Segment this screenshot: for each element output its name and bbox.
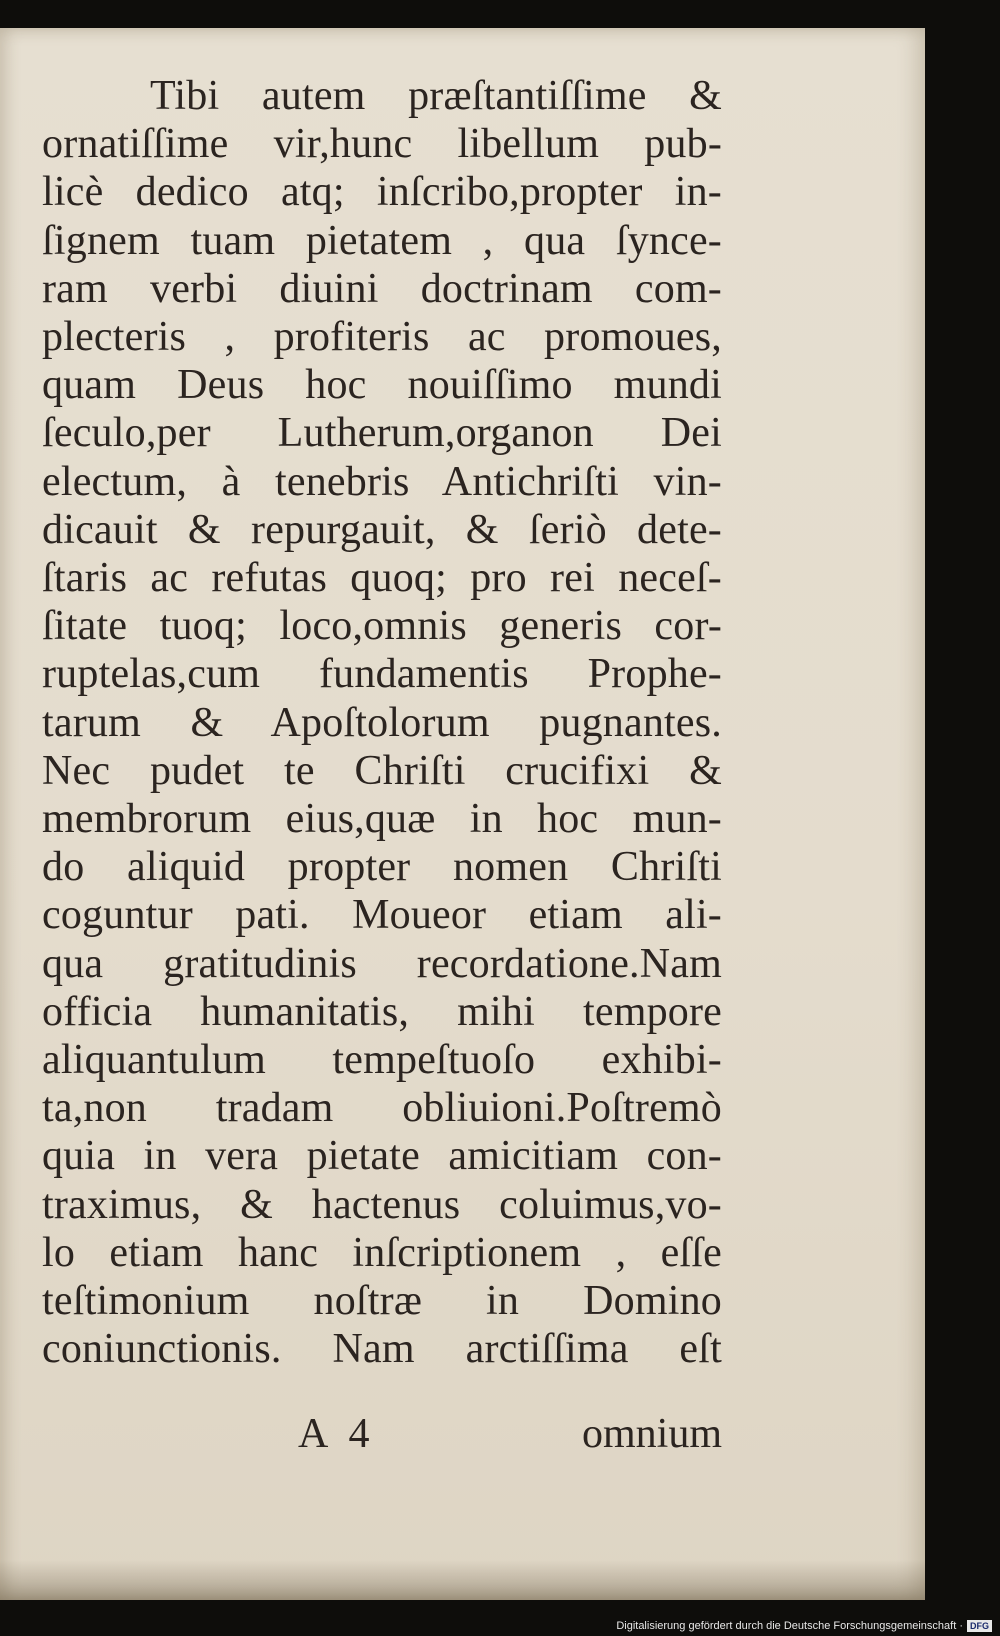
text-line-9: electum, à tenebris Antichriſti vin- [42, 458, 722, 505]
text-line-2: ornatiſſime vir,hunc libellum pub- [42, 121, 722, 168]
text-line-3: licè dedico atq; inſcribo,propter in- [42, 169, 722, 216]
text-line-23: quia in vera pietate amicitiam con- [42, 1133, 722, 1180]
text-line-13: ruptelas,cum fundamentis Prophe- [42, 651, 722, 698]
catchword: omnium [581, 1411, 722, 1457]
text-line-8: ſeculo,per Lutherum,organon Dei [42, 410, 722, 457]
digitization-credit [616, 1620, 992, 1632]
dfg-logo: DFG [967, 1620, 992, 1632]
book-page [0, 28, 925, 1600]
text-line-10: dicauit & repurgauit, & ſeriò dete- [42, 506, 722, 553]
text-line-4: ſignem tuam pietatem , qua ſynce- [42, 217, 722, 264]
text-line-22: ta,non tradam obliuioni.Poſtremò [42, 1085, 722, 1132]
signature-mark: A 4 [298, 1411, 376, 1457]
text-line-26: teſtimonium noſtræ in Domino [42, 1278, 722, 1325]
text-block [42, 72, 722, 1373]
text-line-15: Nec pudet te Chriſti crucifixi & [42, 747, 722, 794]
text-line-19: qua gratitudinis recordatione.Nam [42, 940, 722, 987]
text-line-25: lo etiam hanc inſcriptionem , eſſe [42, 1229, 722, 1276]
text-line-7: quam Deus hoc nouiſſimo mundi [42, 362, 722, 409]
text-line-5: ram verbi diuini doctrinam com- [42, 265, 722, 312]
text-line-20: officia humanitatis, mihi tempore [42, 988, 722, 1035]
text-line-24: traximus, & hactenus coluimus,vo- [42, 1181, 722, 1228]
text-line-21: aliquantulum tempeſtuoſo exhibi- [42, 1037, 722, 1084]
text-line-16: membrorum eius,quæ in hoc mun- [42, 796, 722, 843]
credit-text: Digitalisierung gefördert durch die Deutsche Forschungsgemeinschaft · [616, 1620, 963, 1632]
text-line-27: coniunctionis. Nam arctiſſima eſt [42, 1326, 722, 1373]
text-line-1: Tibi autem præſtantiſſime & [150, 73, 722, 119]
text-line-6: plecteris , profiteris ac promoues, [42, 314, 722, 361]
text-line-11: ſtaris ac refutas quoq; pro rei neceſ- [42, 555, 722, 602]
text-line-18: coguntur pati. Moueor etiam ali- [42, 892, 722, 939]
text-line-17: do aliquid propter nomen Chriſti [42, 844, 722, 891]
text-line-14: tarum & Apoſtolorum pugnantes. [42, 699, 722, 746]
text-line-12: ſitate tuoq; loco,omnis generis cor- [42, 603, 722, 650]
